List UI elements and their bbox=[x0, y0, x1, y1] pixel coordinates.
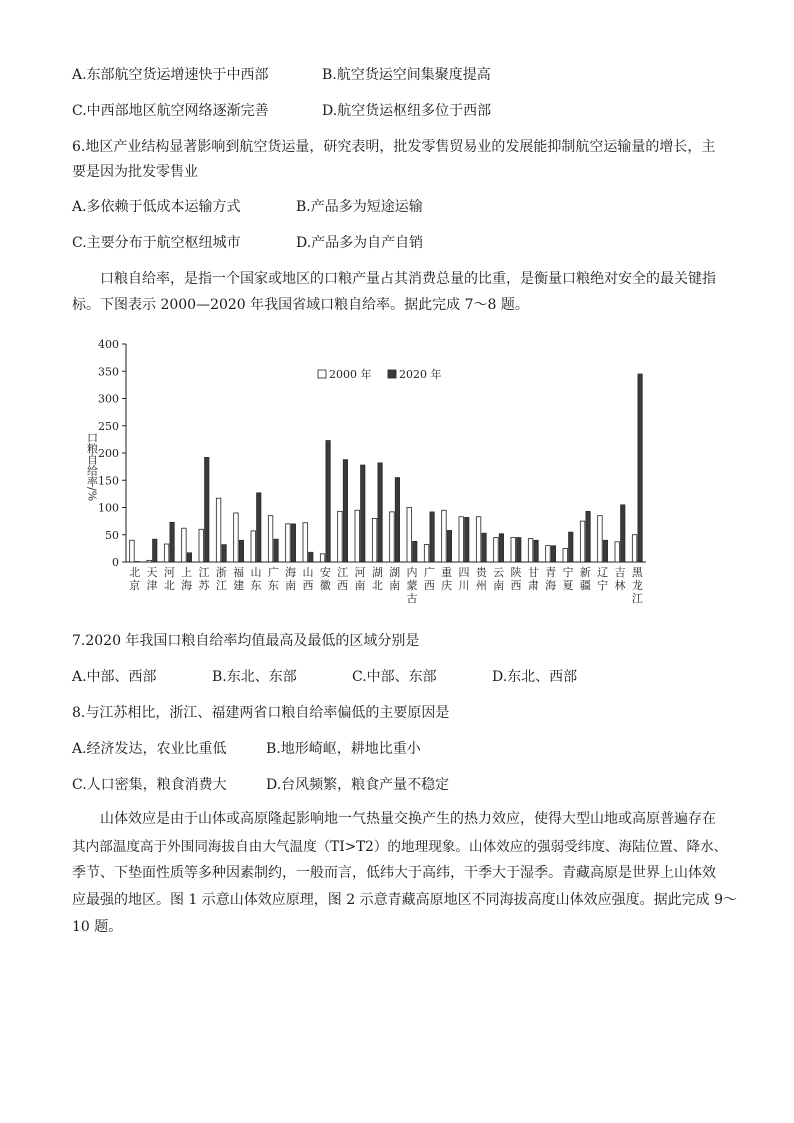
bar-2020 bbox=[222, 545, 227, 562]
category-label: 疆 bbox=[579, 579, 591, 592]
bar-2000 bbox=[528, 539, 533, 562]
category-label: 内 bbox=[406, 566, 418, 579]
bar-2020 bbox=[586, 511, 591, 562]
bar-2000 bbox=[580, 521, 585, 562]
y-tick-label: 250 bbox=[98, 419, 119, 433]
category-label: 吉 bbox=[614, 566, 626, 579]
bar-2020 bbox=[135, 561, 140, 562]
bar-2000 bbox=[459, 517, 464, 562]
bar-2000 bbox=[511, 537, 516, 562]
bar-2000 bbox=[338, 511, 343, 562]
legend-swatch-2000 bbox=[318, 370, 326, 378]
bar-2000 bbox=[199, 529, 204, 562]
category-label: 海 bbox=[181, 579, 193, 592]
q6-option-b: B.产品多为短途运输 bbox=[296, 199, 423, 215]
bar-2000 bbox=[598, 516, 603, 562]
intro-9-10-line2: 其内部温度高于外围同海拔自由大气温度（TI>T2）的地理现象。山体效应的强弱受纬度、海陆位置、降水、 bbox=[72, 839, 728, 855]
q6-option-d: D.产品多为自产自销 bbox=[296, 235, 424, 251]
intro-7-8-line1: 口粮自给率，是指一个国家或地区的口粮产量占其消费总量的比重，是衡量口粮绝对安全的最关键指 bbox=[100, 271, 716, 287]
bar-2020 bbox=[465, 517, 470, 562]
bar-2000 bbox=[164, 544, 169, 562]
q6-option-c: C.主要分布于航空枢纽城市 bbox=[72, 235, 241, 251]
bar-2020 bbox=[499, 534, 504, 562]
q8-stem: 8.与江苏相比，浙江、福建两省口粮自给率偏低的主要原因是 bbox=[72, 705, 450, 721]
category-label: 川 bbox=[458, 579, 470, 592]
q7-option-b: B.东北、东部 bbox=[212, 669, 297, 685]
category-label: 南 bbox=[354, 579, 366, 592]
category-label: 海 bbox=[285, 566, 297, 579]
q8-option-b: B.地形崎岖，耕地比重小 bbox=[266, 741, 421, 757]
category-label: 南 bbox=[493, 579, 505, 592]
category-label: 州 bbox=[475, 579, 487, 592]
bar-2020 bbox=[274, 539, 279, 562]
category-label: 东 bbox=[267, 579, 279, 592]
category-label: 宁 bbox=[597, 579, 609, 592]
q5-option-c: C.中西部地区航空网络逐渐完善 bbox=[72, 103, 269, 119]
category-label: 林 bbox=[614, 579, 626, 592]
y-tick-label: 0 bbox=[112, 556, 119, 569]
category-label: 北 bbox=[371, 579, 383, 592]
category-label: 宁 bbox=[562, 566, 574, 579]
category-label: 西 bbox=[337, 579, 349, 592]
bar-2020 bbox=[603, 540, 608, 562]
bar-2000 bbox=[372, 518, 377, 562]
intro-9-10-line3: 季节、下垫面性质等多种因素制约，一般而言，低纬大于高纬，干季大于湿季。青藏高原是世界上山体效 bbox=[72, 865, 716, 881]
category-label: 浙 bbox=[215, 566, 227, 579]
bar-2000 bbox=[494, 537, 499, 562]
category-label: 夏 bbox=[562, 579, 574, 592]
category-label: 西 bbox=[423, 579, 435, 592]
category-label: 山 bbox=[250, 566, 262, 579]
bar-2000 bbox=[390, 512, 395, 562]
bar-2000 bbox=[424, 545, 429, 562]
bar-2000 bbox=[563, 548, 568, 562]
bar-2020 bbox=[378, 463, 383, 562]
category-label: 江 bbox=[631, 592, 643, 605]
bar-2000 bbox=[147, 560, 152, 562]
category-label: 甘 bbox=[527, 566, 539, 579]
y-tick-label: 350 bbox=[98, 365, 119, 379]
y-tick-label: 300 bbox=[98, 392, 119, 406]
bar-2020 bbox=[447, 530, 452, 562]
q7-option-d: D.东北、西部 bbox=[492, 669, 578, 685]
y-axis-label: 口粮自给率/% bbox=[85, 432, 99, 502]
category-label: 江 bbox=[337, 566, 349, 579]
category-label: 古 bbox=[406, 592, 418, 605]
category-label: 江 bbox=[215, 579, 227, 592]
intro-7-8-line2: 标。下图表示 2000—2020 年我国省域口粮自给率。据此完成 7～8 题。 bbox=[72, 297, 529, 313]
category-label: 西 bbox=[302, 579, 314, 592]
category-label: 京 bbox=[129, 579, 141, 592]
q5-option-b: B.航空货运空间集聚度提高 bbox=[322, 67, 491, 83]
intro-9-10-line1: 山体效应是由于山体或高原隆起影响地一气热量交换产生的热力效应，使得大型山地或高原普遍存在 bbox=[100, 811, 716, 827]
bar-2020 bbox=[638, 374, 643, 562]
q7-option-c: C.中部、东部 bbox=[352, 669, 437, 685]
y-tick-label: 100 bbox=[98, 501, 119, 515]
category-label: 辽 bbox=[597, 566, 609, 579]
bar-2020 bbox=[517, 537, 522, 562]
category-label: 河 bbox=[163, 566, 175, 579]
y-tick-label: 400 bbox=[98, 338, 119, 351]
bar-2020 bbox=[239, 540, 244, 562]
category-label: 新 bbox=[579, 566, 591, 579]
bar-2020 bbox=[395, 478, 400, 562]
bar-2000 bbox=[251, 531, 256, 562]
bar-2020 bbox=[361, 465, 366, 562]
category-label: 南 bbox=[389, 579, 401, 592]
category-label: 苏 bbox=[198, 579, 210, 592]
legend-label-2020: 2020 年 bbox=[399, 368, 442, 381]
bar-2020 bbox=[257, 493, 262, 562]
bar-2000 bbox=[615, 542, 620, 562]
category-label: 湖 bbox=[389, 566, 401, 579]
q8-option-d: D.台风频繁，粮食产量不稳定 bbox=[266, 777, 450, 793]
bar-2020 bbox=[326, 440, 331, 562]
intro-9-10-line4: 应最强的地区。图 1 示意山体效应原理，图 2 示意青藏高原地区不同海拔高度山体效应强度。据此完成 9～ bbox=[72, 892, 737, 908]
q8-option-a: A.经济发达，农业比重低 bbox=[72, 741, 227, 757]
bar-2000 bbox=[286, 524, 291, 562]
bar-2020 bbox=[170, 522, 175, 562]
category-label: 广 bbox=[423, 566, 435, 579]
category-label: 北 bbox=[163, 579, 175, 592]
bar-2020 bbox=[534, 540, 539, 562]
legend-swatch-2020 bbox=[388, 370, 396, 378]
category-label: 江 bbox=[198, 566, 210, 579]
q6-option-a: A.多依赖于低成本运输方式 bbox=[72, 199, 241, 215]
category-label: 东 bbox=[250, 579, 262, 592]
category-label: 庆 bbox=[441, 579, 453, 592]
q7-stem: 7.2020 年我国口粮自给率均值最高及最低的区域分别是 bbox=[72, 633, 420, 649]
category-label: 重 bbox=[441, 566, 453, 579]
category-label: 南 bbox=[285, 579, 297, 592]
category-label: 山 bbox=[302, 566, 314, 579]
category-label: 云 bbox=[493, 566, 505, 579]
category-label: 肃 bbox=[527, 579, 539, 592]
bar-2000 bbox=[268, 516, 273, 562]
bar-2000 bbox=[130, 540, 135, 562]
bar-2000 bbox=[632, 535, 637, 562]
bar-2000 bbox=[216, 498, 221, 562]
bar-2000 bbox=[303, 523, 308, 562]
bar-2000 bbox=[407, 508, 412, 563]
bar-2020 bbox=[343, 460, 348, 562]
category-label: 徽 bbox=[319, 579, 331, 592]
grain-self-sufficiency-chart bbox=[80, 332, 660, 612]
bar-2000 bbox=[476, 517, 481, 562]
category-label: 上 bbox=[181, 566, 193, 579]
bar-2020 bbox=[187, 553, 192, 562]
category-label: 青 bbox=[545, 566, 557, 579]
category-label: 蒙 bbox=[406, 579, 418, 592]
bar-2000 bbox=[546, 546, 551, 562]
bar-2020 bbox=[430, 512, 435, 562]
q5-option-d: D.航空货运枢纽多位于西部 bbox=[322, 103, 492, 119]
q5-option-a: A.东部航空货运增速快于中西部 bbox=[72, 67, 269, 83]
intro-9-10-line5: 10 题。 bbox=[72, 919, 123, 935]
q6-stem-line1: 6.地区产业结构显著影响到航空货运量，研究表明，批发零售贸易业的发展能抑制航空运输量的增长，主 bbox=[72, 139, 716, 155]
y-tick-label: 50 bbox=[105, 528, 119, 542]
y-tick-label: 150 bbox=[98, 474, 119, 488]
category-label: 福 bbox=[233, 566, 245, 579]
bar-2020 bbox=[291, 524, 296, 562]
category-label: 陕 bbox=[510, 566, 522, 579]
legend-label-2000: 2000 年 bbox=[329, 368, 372, 381]
bar-2020 bbox=[551, 546, 556, 562]
category-label: 广 bbox=[267, 566, 279, 579]
category-label: 天 bbox=[146, 566, 158, 579]
bar-2000 bbox=[320, 554, 325, 562]
bar-2000 bbox=[442, 510, 447, 562]
bar-2000 bbox=[355, 510, 360, 562]
y-tick-label: 200 bbox=[98, 447, 119, 460]
category-label: 龙 bbox=[631, 579, 643, 592]
category-label: 西 bbox=[510, 579, 522, 592]
category-label: 北 bbox=[129, 566, 141, 579]
bar-2020 bbox=[309, 552, 314, 562]
bar-2020 bbox=[153, 539, 158, 562]
q7-option-a: A.中部、西部 bbox=[72, 669, 157, 685]
q8-option-c: C.人口密集，粮食消费大 bbox=[72, 777, 227, 793]
bar-2020 bbox=[205, 457, 210, 562]
bar-2000 bbox=[234, 513, 239, 562]
category-label: 湖 bbox=[371, 566, 383, 579]
bar-2020 bbox=[482, 533, 487, 562]
bar-2020 bbox=[569, 532, 574, 562]
bar-2000 bbox=[182, 528, 187, 562]
category-label: 河 bbox=[354, 566, 366, 579]
bar-2020 bbox=[413, 541, 418, 562]
category-label: 黑 bbox=[631, 566, 643, 579]
category-label: 贵 bbox=[475, 566, 487, 579]
category-label: 津 bbox=[146, 579, 158, 592]
category-label: 建 bbox=[233, 579, 245, 592]
q6-stem-line2: 要是因为批发零售业 bbox=[72, 164, 198, 180]
category-label: 海 bbox=[545, 579, 557, 592]
bar-2020 bbox=[621, 505, 626, 562]
category-label: 四 bbox=[458, 566, 470, 579]
category-label: 安 bbox=[319, 566, 331, 579]
